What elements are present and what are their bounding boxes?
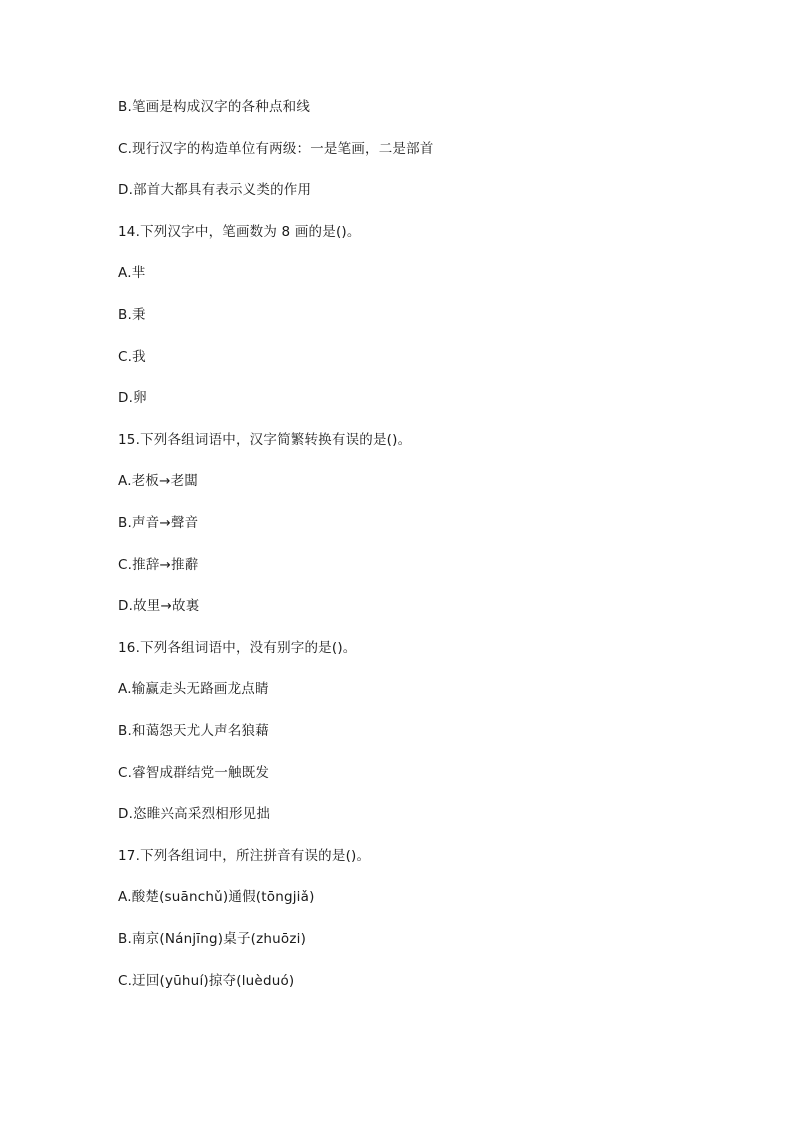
option-line: A.芈 xyxy=(118,265,146,281)
option-line: D.卵 xyxy=(118,390,147,406)
option-line: D.部首大都具有表示义类的作用 xyxy=(118,182,312,198)
option-line: D.故里→故裏 xyxy=(118,598,200,614)
question-line: 17.下列各组词中，所注拼音有误的是()。 xyxy=(118,848,371,864)
question-line: 16.下列各组词语中，没有别字的是()。 xyxy=(118,640,357,656)
question-line: 15.下列各组词语中，汉字简繁转换有误的是()。 xyxy=(118,432,412,448)
option-line: C.迂回(yūhuí)掠夺(luèduó) xyxy=(118,973,295,989)
question-line: 14.下列汉字中，笔画数为 8 画的是()。 xyxy=(118,224,361,240)
option-line: C.我 xyxy=(118,349,146,365)
option-line: B.南京(Nánjīng)桌子(zhuōzi) xyxy=(118,931,307,947)
option-line: B.秉 xyxy=(118,307,146,323)
option-line: B.声音→聲音 xyxy=(118,515,199,531)
option-line: A.酸楚(suānchǔ)通假(tōngjiǎ) xyxy=(118,889,315,905)
option-line: C.推辞→推辭 xyxy=(118,557,199,573)
option-line: C.睿智成群结党一触既发 xyxy=(118,765,270,781)
option-line: A.输赢走头无路画龙点睛 xyxy=(118,681,269,697)
option-line: B.和蔼怨天尤人声名狼藉 xyxy=(118,723,269,739)
option-line: C.现行汉字的构造单位有两级：一是笔画，二是部首 xyxy=(118,141,434,157)
option-line: B.笔画是构成汉字的各种点和线 xyxy=(118,99,311,115)
option-line: D.恣睢兴高采烈相形见拙 xyxy=(118,806,271,822)
option-line: A.老板→老闆 xyxy=(118,473,199,489)
